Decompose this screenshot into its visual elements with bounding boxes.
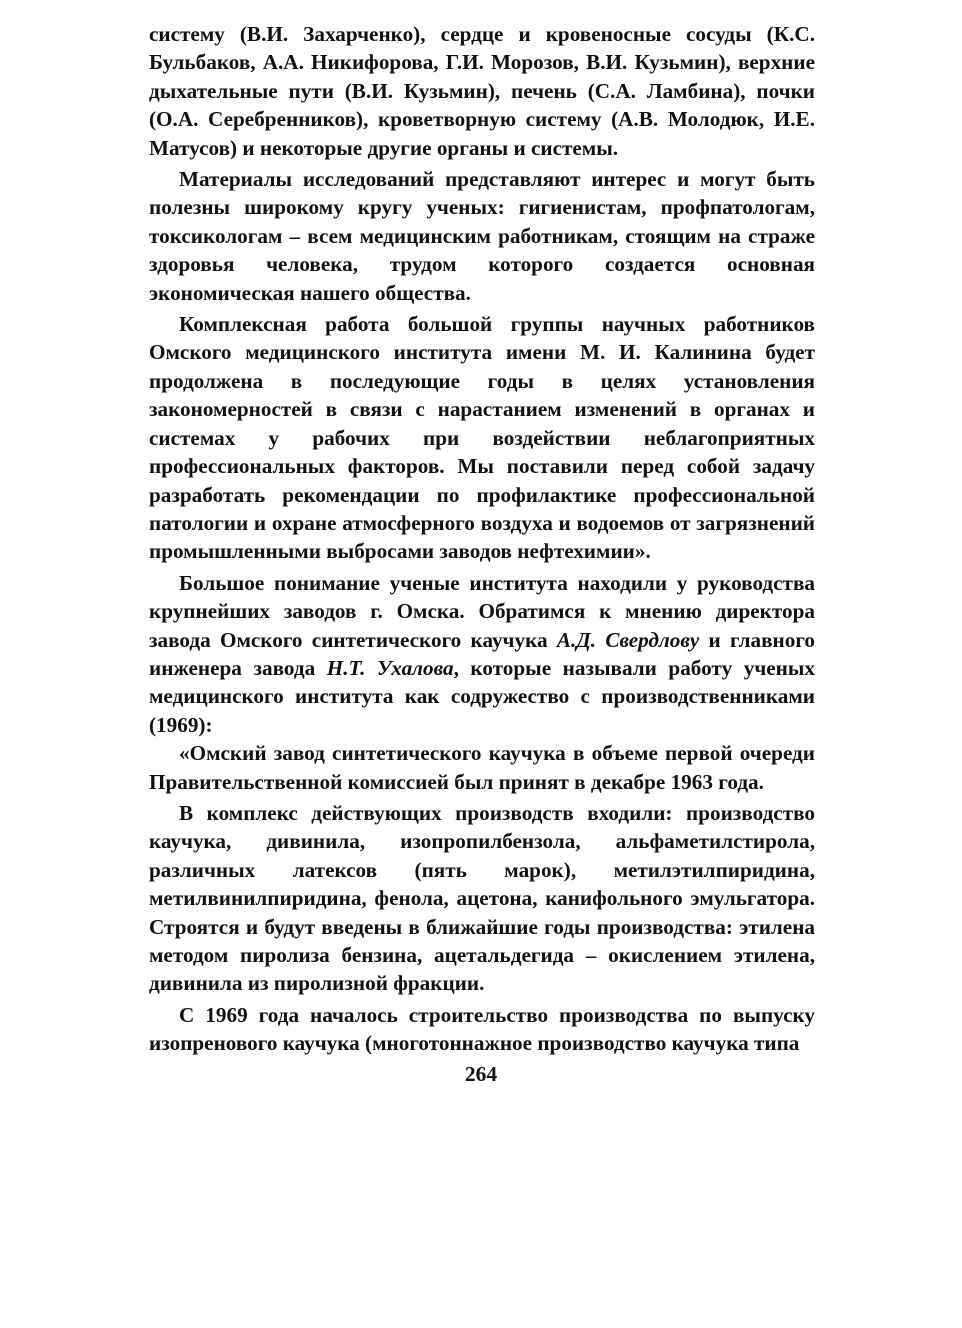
chief-engineer-name: Н.Т. Ухалова bbox=[326, 655, 454, 680]
paragraph-3: Комплексная работа большой группы научных работников Омского медицинского института имени М. И. Калинина будет продолжена в последующие годы в целях установления закономерностей в связи с нарастанием изменений в органах и системах у рабочих при воздействии неблагоприятных профессиональных факторов. Мы поставили перед собой задачу разработать рекомендации по профилактике профессиональной патологии и охране атмосферного воздуха и водоемов от загрязнений промышленными выбросами заводов нефтехимии». bbox=[149, 312, 815, 564]
page-number: 264 bbox=[464, 1062, 498, 1086]
quote-paragraph: «Омский завод синтетического каучука в объеме первой очереди Правительственной комиссией был принят в декабре 1963 года. bbox=[149, 741, 815, 794]
page-body bbox=[149, 20, 815, 1058]
director-name: А.Д. Свердлову bbox=[556, 627, 700, 652]
paragraph-6: В комплекс действующих производств входили: производство каучука, дивинила, изопропилбензола, альфаметилстирола, различных латексов (пять марок), метилэтилпиридина, метилвинилпиридина, фенола, ацетона, канифольного эмульгатора. Строятся и будут введены в ближайшие годы производства: этилена методом пиролиза бензина, ацетальдегида – окислением этилена, дивинила из пиролизной фракции. bbox=[149, 800, 815, 996]
paragraph-1: систему (В.И. Захарченко), сердце и кровеносные сосуды (К.С. Бульбаков, А.А. Никифорова, Г.И. Морозов, В.И. Кузьмин), верхние дыхательные пути (В.И. Кузьмин), печень (С.А. Ламбина), почки (О.А. Серебренников), кроветворную систему (А.В. Молодюк, И.Е. Матусов) и некоторые другие органы и системы. bbox=[149, 22, 815, 160]
paragraph-4-text-a: Большое понимание ученые института находили у руководства крупнейших заводов г. Омска. Обратимся к мнению директора завода Омского синтетического каучука bbox=[149, 570, 815, 652]
paragraph-7: С 1969 года началось строительство производства по выпуску изопренового каучука (многотоннажное производство каучука типа bbox=[149, 1002, 815, 1056]
paragraph-4-text-c: , которые называли работу ученых медицинского института как содружество с производственниками (1969): bbox=[149, 655, 816, 737]
paragraph-2: Материалы исследований представляют интерес и могут быть полезны широкому кругу ученых: гигиенистам, профпатологам, токсикологам – всем медицинским работникам, стоящим на страже здоровья человека, трудом которого создается основная экономическая нашего общества. bbox=[149, 167, 815, 305]
paragraph-4 bbox=[149, 569, 815, 739]
paragraph-4-text-b: и главного инженера завода bbox=[149, 627, 816, 680]
